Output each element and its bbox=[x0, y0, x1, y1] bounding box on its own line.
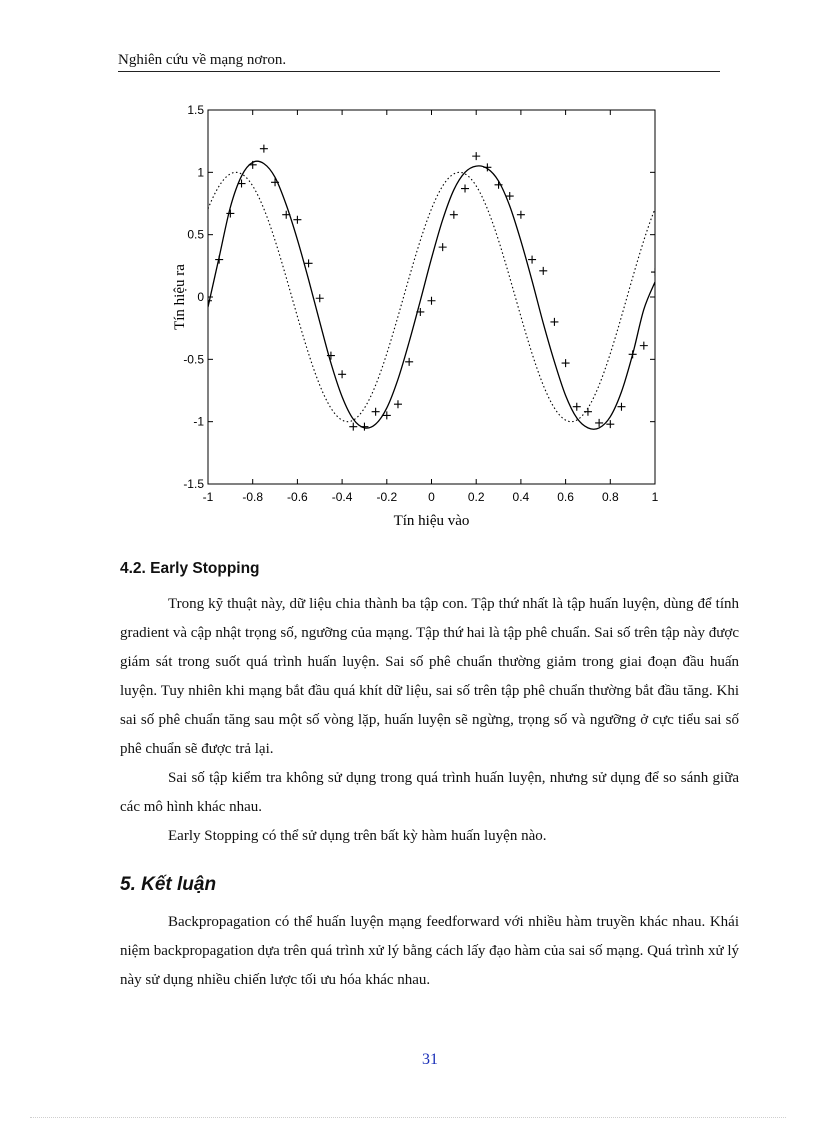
y-tick-label: 0 bbox=[197, 290, 204, 304]
x-tick-label: -0.6 bbox=[287, 490, 308, 504]
page-bottom-border bbox=[30, 1117, 786, 1118]
response-chart bbox=[160, 95, 680, 535]
x-tick-label: 0.4 bbox=[512, 490, 530, 504]
section-4-2-heading: 4.2. Early Stopping bbox=[120, 560, 260, 577]
y-tick-label: -0.5 bbox=[183, 352, 204, 367]
y-tick-label: 1 bbox=[197, 165, 204, 180]
section-5-paragraph-1: Backpropagation có thể huấn luyện mạng feedforward với nhiều hàm truyền khác nhau. Khái niệm backpropagation dựa trên quá trình xử lý bằng cách lấy đạo hàm của sai số mạng. Quá trình xử lý này sử dụng nhiều chiến lược tối ưu hóa khác nhau. bbox=[120, 914, 739, 988]
running-header: Nghiên cứu về mạng nơron. bbox=[118, 52, 287, 68]
x-tick-label: 0.8 bbox=[601, 490, 619, 504]
section-4-2-paragraph-2: Sai số tập kiểm tra không sử dụng trong quá trình huấn luyện, nhưng sử dụng để so sánh giữa các mô hình khác nhau. bbox=[120, 770, 739, 815]
section-4-2-paragraph-1: Trong kỹ thuật này, dữ liệu chia thành ba tập con. Tập thứ nhất là tập huấn luyện, dùng để tính gradient và cập nhật trọng số, ngưỡng của mạng. Tập thứ hai là tập phê chuẩn. Sai số trên tập này được giám sát trong suốt quá trình huấn luyện. Sai số phê chuẩn thường giảm trong giai đoạn đầu huấn luyện. Tuy nhiên khi mạng bắt đầu quá khít dữ liệu, sai số trên tập phê chuẩn thường bắt đầu tăng. Khi sai số phê chuẩn tăng sau một số vòng lặp, huấn luyện sẽ ngừng, trọng số và ngưỡng ở cực tiểu sai số phê chuẩn sẽ được trả lại. bbox=[120, 596, 739, 757]
y-tick-label: -1.5 bbox=[183, 477, 204, 491]
page-number: 31 bbox=[422, 1051, 438, 1068]
x-tick-label: 0.2 bbox=[467, 490, 485, 504]
x-tick-label: -0.4 bbox=[331, 490, 353, 504]
x-tick-label: -0.2 bbox=[376, 490, 398, 504]
x-tick-label: -0.8 bbox=[242, 490, 264, 504]
x-axis-label: Tín hiệu vào bbox=[393, 513, 470, 529]
x-tick-label: 0.6 bbox=[557, 490, 574, 504]
section-4-2-paragraph-3: Early Stopping có thể sử dụng trên bất kỳ hàm huấn luyện nào. bbox=[168, 828, 547, 844]
section-5-heading: 5. Kết luận bbox=[120, 874, 217, 895]
x-tick-label: 0 bbox=[428, 490, 435, 504]
header-rule bbox=[118, 71, 720, 72]
y-axis-label: Tín hiệu ra bbox=[172, 264, 188, 330]
y-tick-label: 0.5 bbox=[187, 227, 204, 242]
x-tick-label: -1 bbox=[202, 490, 214, 504]
x-tick-label: 1 bbox=[651, 490, 659, 504]
y-tick-label: -1 bbox=[193, 414, 204, 429]
y-tick-label: 1.5 bbox=[187, 103, 204, 117]
